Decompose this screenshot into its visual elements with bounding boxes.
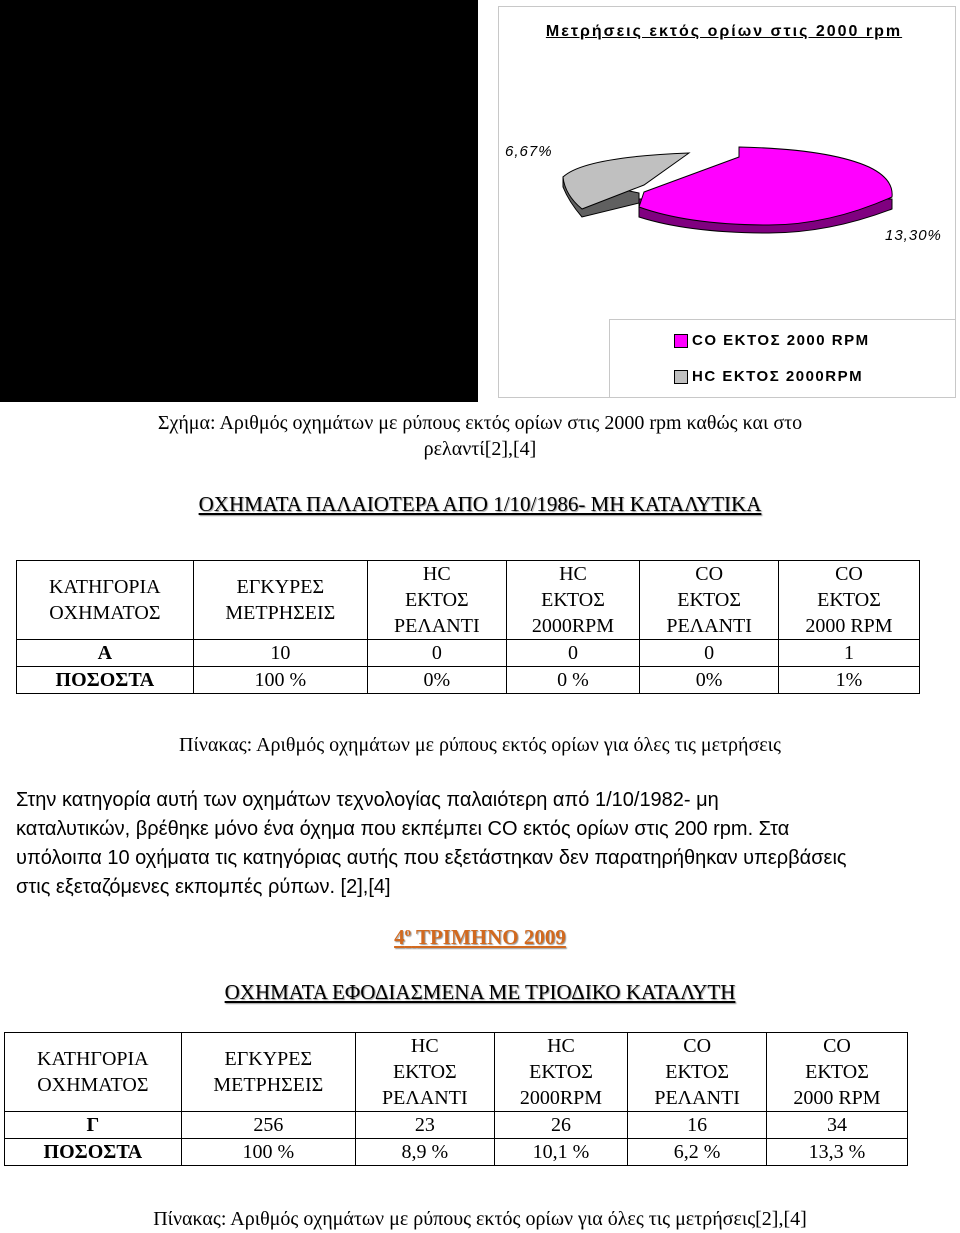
legend-item-co	[674, 332, 870, 349]
paragraph-line: Στην κατηγορία αυτή των οχημάτων τεχνολογίας παλαιότερη από 1/10/1982- μη	[16, 789, 719, 811]
section1-heading: ΟΧΗΜΑΤΑ ΠΑΛΑΙΟΤΕΡΑ ΑΠΟ 1/10/1986- ΜΗ ΚΑΤΑΛΥΤΙΚΑ	[198, 492, 762, 516]
table-cell: 10	[193, 640, 367, 667]
header-cell: CO ΕΚΤΟΣ 2000 RPM	[766, 1033, 907, 1112]
pie-chart	[498, 6, 956, 398]
table-row	[17, 667, 920, 694]
figure-caption	[0, 410, 960, 462]
header-cell: HC ΕΚΤΟΣ 2000RPM	[506, 561, 640, 640]
table-cell: 8,9 %	[356, 1139, 495, 1166]
table-row	[5, 1112, 908, 1139]
table-row	[17, 640, 920, 667]
data-label-co: 13,30%	[885, 227, 942, 244]
table-header-row	[5, 1033, 908, 1112]
table-cell: 34	[766, 1112, 907, 1139]
paragraph-line: στις εξεταζόμενες εκπομπές ρύπων. [2],[4]	[16, 876, 391, 898]
header-cell: CO ΕΚΤΟΣ ΡΕΛΑΝΤΙ	[628, 1033, 767, 1112]
table-cell: ΠΟΣΟΣΤΑ	[5, 1139, 182, 1166]
header-cell: CO ΕΚΤΟΣ ΡΕΛΑΝΤΙ	[640, 561, 779, 640]
header-cell: HC ΕΚΤΟΣ ΡΕΛΑΝΤΙ	[356, 1033, 495, 1112]
table2-caption: Πίνακας: Αριθμός οχημάτων με ρύπους εκτός ορίων για όλες τις μετρήσεις[2],[4]	[153, 1208, 807, 1230]
header-cell: ΕΓΚΥΡΕΣ ΜΕΤΡΗΣΕΙΣ	[181, 1033, 355, 1112]
trimester-text: ΤΡΙΜΗΝΟ 2009	[415, 925, 566, 949]
table-cell: 0%	[640, 667, 779, 694]
legend-swatch-hc	[674, 370, 688, 384]
table-cell: 23	[356, 1112, 495, 1139]
table-cell: 0	[640, 640, 779, 667]
section2-heading: ΟΧΗΜΑΤΑ ΕΦΟΔΙΑΣΜΕΝΑ ΜΕ ΤΡΙΟΔΙΚΟ ΚΑΤΑΛΥΤΗ	[224, 980, 736, 1004]
table-cell: 1	[778, 640, 919, 667]
table-cell: ΠΟΣΟΣΤΑ	[17, 667, 194, 694]
header-cell: HC ΕΚΤΟΣ ΡΕΛΑΝΤΙ	[368, 561, 507, 640]
table-cell: 0	[368, 640, 507, 667]
legend-label-co: CO ΕΚΤΟΣ 2000 RPM	[692, 332, 870, 349]
legend-item-hc	[674, 368, 863, 385]
table-catalytic	[4, 1032, 908, 1166]
table-cell: 0	[506, 640, 640, 667]
legend-swatch-co	[674, 334, 688, 348]
body-paragraph	[16, 786, 924, 902]
figure-caption-line2: ρελαντί[2],[4]	[423, 438, 537, 460]
table-cell: 26	[494, 1112, 628, 1139]
table-cell: 16	[628, 1112, 767, 1139]
chart-title: Μετρήσεις εκτός ορίων στις 2000 rpm	[545, 23, 903, 40]
table-cell: 0 %	[506, 667, 640, 694]
header-cell: CO ΕΚΤΟΣ 2000 RPM	[778, 561, 919, 640]
header-cell: ΚΑΤΗΓΟΡΙΑ ΟΧΗΜΑΤΟΣ	[17, 561, 194, 640]
trimester-superscript: ο	[404, 924, 412, 939]
table-cell: 13,3 %	[766, 1139, 907, 1166]
figure-caption-line1: Σχήμα: Αριθμός οχημάτων με ρύπους εκτός ορίων στις 2000 rpm καθώς και στο	[157, 412, 803, 434]
table-cell: 100 %	[181, 1139, 355, 1166]
table-row	[5, 1139, 908, 1166]
header-cell: ΕΓΚΥΡΕΣ ΜΕΤΡΗΣΕΙΣ	[193, 561, 367, 640]
table-cell: Γ	[5, 1112, 182, 1139]
table-cell: Α	[17, 640, 194, 667]
table-cell: 256	[181, 1112, 355, 1139]
table-cell: 10,1 %	[494, 1139, 628, 1166]
black-image-panel	[0, 0, 478, 402]
table1-caption: Πίνακας: Αριθμός οχημάτων με ρύπους εκτός ορίων για όλες τις μετρήσεις	[179, 734, 781, 756]
table-cell: 6,2 %	[628, 1139, 767, 1166]
paragraph-line: καταλυτικών, βρέθηκε μόνο ένα όχημα που εκπέμπει CO εκτός ορίων στις 200 rpm. Στα	[16, 818, 790, 840]
header-cell: ΚΑΤΗΓΟΡΙΑ ΟΧΗΜΑΤΟΣ	[5, 1033, 182, 1112]
table-header-row	[17, 561, 920, 640]
table-non-catalytic	[16, 560, 920, 694]
trimester-number: 4	[394, 925, 405, 949]
table-cell: 100 %	[193, 667, 367, 694]
chart-legend	[609, 319, 956, 398]
data-label-hc: 6,67%	[505, 143, 553, 160]
table-cell: 0%	[368, 667, 507, 694]
paragraph-line: υπόλοιπα 10 οχήματα τις κατηγόριας αυτής που εξετάστηκαν δεν παρατηρήθηκαν υπερβάσεις	[16, 847, 847, 869]
table-cell: 1%	[778, 667, 919, 694]
trimester-heading	[0, 924, 960, 950]
header-cell: HC ΕΚΤΟΣ 2000RPM	[494, 1033, 628, 1112]
legend-label-hc: HC ΕΚΤΟΣ 2000RPM	[692, 368, 864, 385]
